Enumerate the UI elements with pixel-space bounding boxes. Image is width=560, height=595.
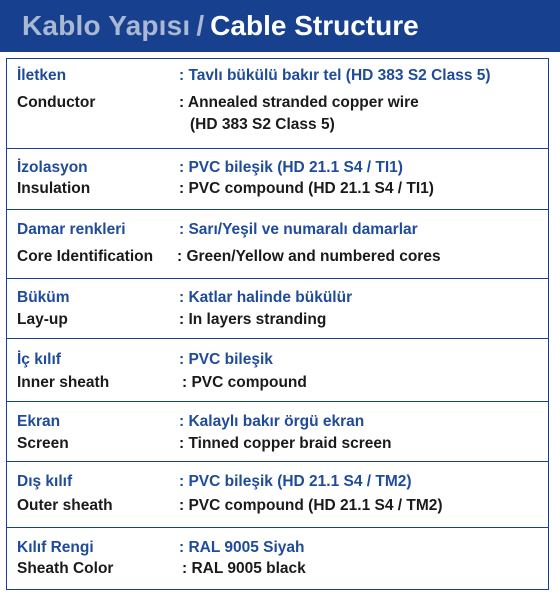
label-insulation-tr: İzolasyon (17, 159, 88, 176)
value-layup-en: : In layers stranding (179, 311, 327, 328)
title-separator: / (196, 10, 205, 41)
value-conductor-en-line2: (HD 383 S2 Class 5) (190, 116, 335, 133)
row-divider (7, 461, 548, 462)
title-english: Cable Structure (210, 10, 419, 41)
label-screen-tr: Ekran (17, 413, 61, 430)
title-turkish: Kablo Yapısı (22, 10, 191, 41)
value-outer-sheath-en: : PVC compound (HD 21.1 S4 / TM2) (179, 497, 443, 514)
value-insulation-en: : PVC compound (HD 21.1 S4 / TI1) (179, 180, 434, 197)
value-inner-sheath-en: : PVC compound (182, 374, 307, 391)
value-conductor-tr: : Tavlı bükülü bakır tel (HD 383 S2 Class 5) (179, 67, 491, 84)
label-outer-sheath-tr: Dış kılıf (17, 473, 73, 490)
label-insulation-en: Insulation (17, 180, 91, 197)
row-divider (7, 338, 548, 339)
value-screen-en: : Tinned copper braid screen (179, 435, 392, 452)
label-core-id-en: Core Identification (17, 248, 154, 265)
label-inner-sheath-tr: İç kılıf (17, 351, 61, 368)
value-core-id-en: : Green/Yellow and numbered cores (177, 248, 441, 265)
label-inner-sheath-en: Inner sheath (17, 374, 110, 391)
value-screen-tr: : Kalaylı bakır örgü ekran (179, 413, 365, 430)
label-layup-tr: Büküm (17, 289, 70, 306)
page-header (0, 0, 560, 52)
value-conductor-en: : Annealed stranded copper wire (179, 94, 419, 111)
label-sheath-color-en: Sheath Color (17, 560, 114, 577)
label-layup-en: Lay-up (17, 311, 68, 328)
label-outer-sheath-en: Outer sheath (17, 497, 113, 514)
value-sheath-color-en: : RAL 9005 black (182, 560, 306, 577)
row-divider (7, 527, 548, 528)
cable-structure-table (6, 58, 549, 590)
value-core-id-tr: : Sarı/Yeşil ve numaralı damarlar (179, 221, 418, 238)
label-conductor-tr: İletken (17, 67, 67, 84)
row-divider (7, 401, 548, 402)
label-core-id-tr: Damar renkleri (17, 221, 126, 238)
value-layup-tr: : Katlar halinde bükülür (179, 289, 353, 306)
value-inner-sheath-tr: : PVC bileşik (179, 351, 273, 368)
row-divider (7, 278, 548, 279)
row-divider (7, 148, 548, 149)
value-insulation-tr: : PVC bileşik (HD 21.1 S4 / TI1) (179, 159, 403, 176)
row-divider (7, 209, 548, 210)
value-sheath-color-tr: : RAL 9005 Siyah (179, 539, 305, 556)
value-outer-sheath-tr: : PVC bileşik (HD 21.1 S4 / TM2) (179, 473, 412, 490)
label-screen-en: Screen (17, 435, 69, 452)
label-conductor-en: Conductor (17, 94, 96, 111)
label-sheath-color-tr: Kılıf Rengi (17, 539, 94, 556)
